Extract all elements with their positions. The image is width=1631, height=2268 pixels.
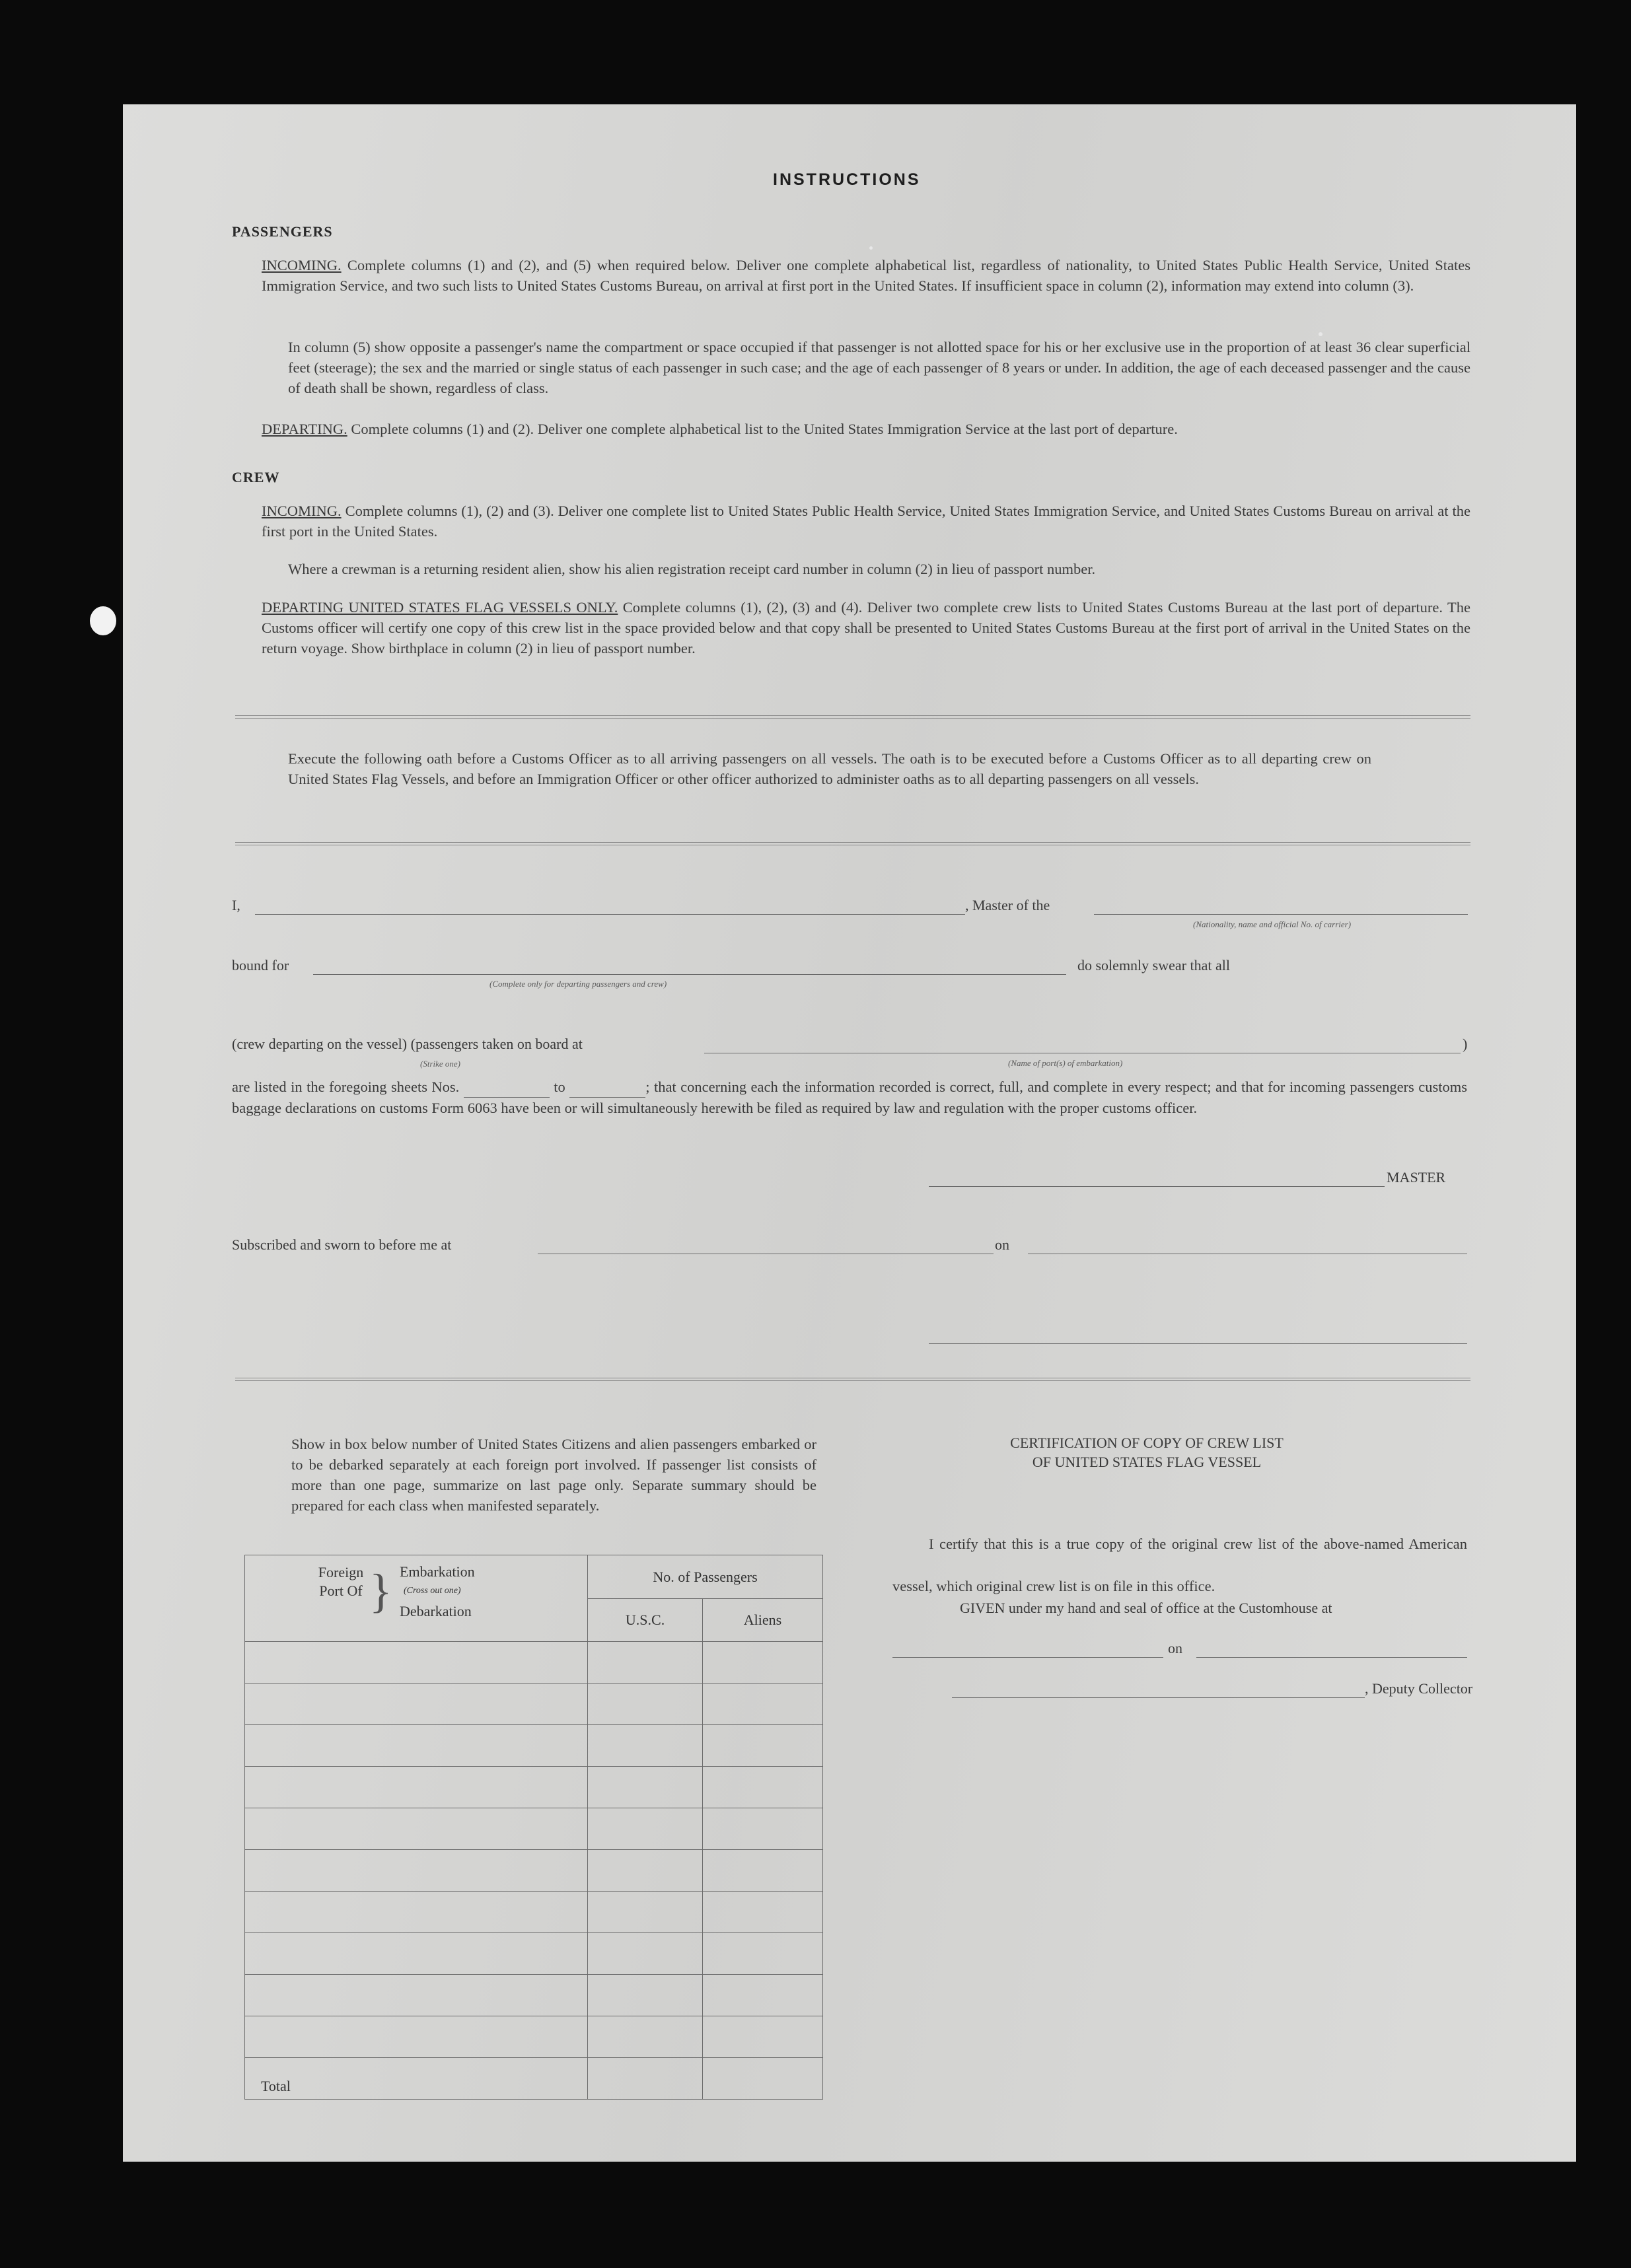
aliens-header: Aliens <box>703 1599 823 1642</box>
certification-heading-line2: OF UNITED STATES FLAG VESSEL <box>1032 1454 1262 1470</box>
oath-i-label: I, <box>232 897 240 913</box>
subscribed-label: Subscribed and sworn to before me at <box>232 1236 452 1253</box>
embarkation-label: Embarkation <box>400 1563 475 1580</box>
port-header-cell <box>245 1555 588 1642</box>
subscribed-on-label: on <box>995 1236 1009 1253</box>
passengers-column5-paragraph: In column (5) show opposite a passenger's name the compartment or space occupied if that passenger is not allotted space for his or her exclusive use in the proportion of at least 36 clear superficial feet (steerage); the sex and the married or single status of each passenger in such case; and the age of each passenger of 8 years or under. In addition, the age of each deceased passenger and the cause of death shall be shown, regardless of class. <box>288 339 1470 396</box>
total-label: Total <box>245 2057 588 2099</box>
port-cell[interactable] <box>245 1891 588 1932</box>
speck <box>1319 332 1323 336</box>
aliens-cell[interactable] <box>703 1683 823 1725</box>
table-row[interactable] <box>245 1808 823 1849</box>
table-row[interactable] <box>245 1725 823 1767</box>
passengers-incoming-paragraph <box>262 255 1470 296</box>
certify-paragraph: I certify that this is a true copy of the original crew list of the above-named American vessel, which original crew list is on file in this office. <box>892 1536 1467 1594</box>
usc-cell[interactable] <box>588 1767 703 1808</box>
given-text: GIVEN under my hand and seal of office at the Customhouse at <box>960 1600 1332 1616</box>
certification-heading-line1: CERTIFICATION OF COPY OF CREW LIST <box>1010 1435 1284 1451</box>
crew-incoming-label: INCOMING. <box>262 503 342 519</box>
port-cell[interactable] <box>245 1974 588 2016</box>
usc-cell[interactable] <box>588 1725 703 1767</box>
port-cell[interactable] <box>245 1849 588 1891</box>
usc-cell[interactable] <box>588 1891 703 1932</box>
table-row[interactable] <box>245 1849 823 1891</box>
port-cell[interactable] <box>245 2016 588 2057</box>
officer-signature-field[interactable] <box>929 1343 1467 1344</box>
port-cell[interactable] <box>245 1808 588 1849</box>
master-name-field[interactable] <box>255 914 965 915</box>
aliens-cell[interactable] <box>703 1808 823 1849</box>
foreign-port-of-label: Foreign Port Of <box>318 1564 364 1599</box>
aliens-cell[interactable] <box>703 1891 823 1932</box>
aliens-cell[interactable] <box>703 1725 823 1767</box>
table-row[interactable] <box>245 1767 823 1808</box>
crew-resident-paragraph: Where a crewman is a returning resident alien, show his alien registration receipt card number in column (2) in lieu of passport number. <box>288 561 1096 577</box>
port-cell[interactable] <box>245 1683 588 1725</box>
brace-glyph: } <box>369 1565 392 1617</box>
summary-paragraph: Show in box below number of United States Citizens and alien passengers embarked or to be debarked separately at each foreign port involved. If passenger list consists of more than one page, summarize on last page only. Separate summary should be prepared for each class when manifested separately. <box>291 1436 816 1514</box>
sheets-paragraph <box>232 1077 1467 1118</box>
swear-label: do solemnly swear that all <box>1077 957 1230 974</box>
master-signature-field[interactable] <box>929 1186 1385 1187</box>
table-row[interactable] <box>245 2016 823 2057</box>
carrier-field[interactable] <box>1094 914 1468 915</box>
aliens-cell[interactable] <box>703 1642 823 1683</box>
master-of-label: , Master of the <box>965 897 1050 913</box>
divider-double-line <box>235 842 1470 845</box>
usc-cell[interactable] <box>588 1932 703 1974</box>
usc-cell[interactable] <box>588 1642 703 1683</box>
crew-incoming-paragraph <box>262 501 1470 542</box>
crew-incoming-text: Complete columns (1), (2) and (3). Deliver one complete list to United States Public Health Service, United States Immigration Service, and United States Customs Bureau on arrival at the first port in the United States. <box>262 503 1470 540</box>
table-row[interactable] <box>245 1932 823 1974</box>
aliens-cell[interactable] <box>703 1849 823 1891</box>
passengers-incoming-text: Complete columns (1) and (2), and (5) when required below. Deliver one complete alphabetical list, regardless of nationality, to United States Public Health Service, United States Immigration Service, and two such lists to United States Customs Bureau, on arrival at first port in the United States. If insufficient space in column (2), information may extend into column (3). <box>262 257 1470 294</box>
crew-passengers-label: (crew departing on the vessel) (passengers taken on board at <box>232 1036 583 1052</box>
usc-header: U.S.C. <box>588 1599 703 1642</box>
aliens-cell[interactable] <box>703 1767 823 1808</box>
divider-double-line <box>235 715 1470 719</box>
usc-cell[interactable] <box>588 1849 703 1891</box>
port-cell[interactable] <box>245 1725 588 1767</box>
bound-for-field[interactable] <box>313 974 1066 975</box>
table-row[interactable] <box>245 1642 823 1683</box>
port-cell[interactable] <box>245 1642 588 1683</box>
passengers-incoming-label: INCOMING. <box>262 257 342 273</box>
paper-blemish <box>90 606 116 635</box>
sheets-suffix: ; that concerning each the information recorded is correct, full, and complete in every respect; and that for incoming passengers customs baggage declarations on customs Form 6063 have been or will simultaneously herewith be filed as required by law and regulation with the proper customs officer. <box>232 1079 1468 1116</box>
cross-out-caption: (Cross out one) <box>404 1586 461 1596</box>
sheet-from-field[interactable] <box>464 1077 550 1098</box>
table-row[interactable] <box>245 1974 823 2016</box>
master-label: MASTER <box>1387 1169 1446 1186</box>
deputy-collector-label: , Deputy Collector <box>1365 1680 1473 1697</box>
given-date-field[interactable] <box>1196 1657 1467 1658</box>
crew-heading: CREW <box>232 469 280 485</box>
carrier-caption: (Nationality, name and official No. of carrier) <box>1193 919 1352 929</box>
divider-double-line <box>235 1378 1470 1381</box>
debarkation-label: Debarkation <box>400 1603 472 1619</box>
deputy-signature-field[interactable] <box>952 1697 1365 1698</box>
crew-departing-text: Complete columns (1), (2), (3) and (4). Deliver two complete crew lists to United States Customs Bureau at the last port of departure. The Customs officer will certify one copy of this crew list in the space provided below and that copy shall be presented to United States Customs Bureau at the first port of arrival in the United States on the return voyage. Show birthplace in column (2) in lieu of passport number. <box>262 599 1470 656</box>
usc-cell[interactable] <box>588 1683 703 1725</box>
aliens-cell[interactable] <box>703 1932 823 1974</box>
table-total-row[interactable] <box>245 2057 823 2099</box>
close-paren: ) <box>1463 1036 1468 1052</box>
passengers-departing-paragraph <box>262 419 1470 439</box>
passengers-heading: PASSENGERS <box>232 223 333 240</box>
no-of-passengers-header: No. of Passengers <box>588 1555 823 1599</box>
usc-cell[interactable] <box>588 2016 703 2057</box>
passengers-departing-text: Complete columns (1) and (2). Deliver one complete alphabetical list to the United States Immigration Service at the last port of departure. <box>351 421 1178 437</box>
given-on-label: on <box>1168 1640 1182 1656</box>
strike-one-caption: (Strike one) <box>420 1059 461 1069</box>
table-header-row <box>245 1555 823 1599</box>
usc-total-cell[interactable] <box>588 2057 703 2099</box>
aliens-total-cell[interactable] <box>703 2057 823 2099</box>
sheets-to-label: to <box>554 1079 565 1095</box>
usc-cell[interactable] <box>588 1974 703 2016</box>
crew-departing-paragraph <box>262 597 1470 658</box>
table-row[interactable] <box>245 1683 823 1725</box>
oath-intro-paragraph: Execute the following oath before a Customs Officer as to all arriving passengers on all vessels. The oath is to be executed before a Customs Officer as to all departing crew on United States Flag Vessels, and before an Immigration Officer or other officer authorized to administer oaths as to all departing passengers on all vessels. <box>288 750 1371 787</box>
customhouse-field[interactable] <box>892 1657 1163 1658</box>
aliens-cell[interactable] <box>703 2016 823 2057</box>
sheet-to-field[interactable] <box>569 1077 645 1098</box>
crew-departing-label: DEPARTING UNITED STATES FLAG VESSELS ONLY. <box>262 599 618 616</box>
aliens-cell[interactable] <box>703 1974 823 2016</box>
ports-caption: (Name of port(s) of embarkation) <box>1008 1058 1123 1068</box>
port-cell[interactable] <box>245 1932 588 1974</box>
bound-for-label: bound for <box>232 957 289 974</box>
sheets-prefix: are listed in the foregoing sheets Nos. <box>232 1079 460 1095</box>
port-cell[interactable] <box>245 1767 588 1808</box>
page-title: INSTRUCTIONS <box>773 170 921 189</box>
table-row[interactable] <box>245 1891 823 1932</box>
passenger-summary-table <box>244 1555 823 2100</box>
bound-for-caption: (Complete only for departing passengers and crew) <box>489 979 667 989</box>
passengers-departing-label: DEPARTING. <box>262 421 347 437</box>
usc-cell[interactable] <box>588 1808 703 1849</box>
speck <box>869 246 873 250</box>
